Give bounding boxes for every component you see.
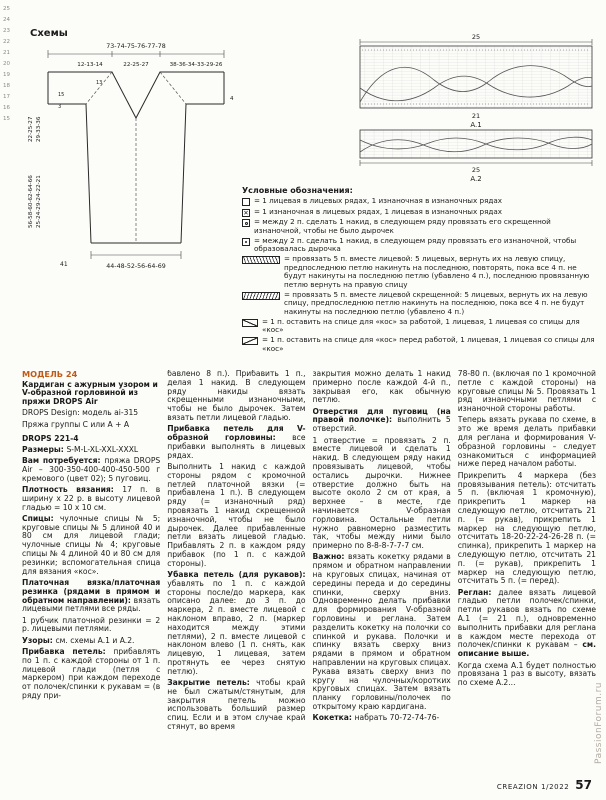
legend-item [242, 255, 598, 289]
emphasis-text: см. описание выше. [457, 640, 596, 659]
chart-a2 [360, 130, 592, 182]
paragraph: Пряжа группы C или A + A [22, 419, 130, 429]
circle-square-icon [242, 219, 250, 227]
chart-a1-name: A.1 [470, 121, 482, 129]
measure-seg-left: 12-13-14 [77, 62, 103, 68]
ruler-number: 21 [3, 50, 10, 56]
run-in-heading: Отверстия для пуговиц (на правой полочке): [312, 406, 451, 425]
run-in-heading: Прибавка петель для V-образной горловины: [167, 424, 306, 443]
run-in-heading: Убавка петель (для рукавов): [167, 570, 306, 580]
measure-seg-mid: 22-25-27 [123, 62, 149, 68]
paragraph: Выполнить 1 накид с каждой стороны рядом с кромочной петлей платочной вязки (= прибавлена 1 п.). В следующем ряду (= изнаночный ряд) провязать 1 накид скрещенной изнаночной, чтобы не было дырочек. Далее прибавленные петли вязать лицевой гладью. Прибавлять 2 п. в каждом ряду прибавок (по 1 п. с каждой стороны). [167, 461, 306, 568]
ruler-number: 25 [3, 6, 10, 12]
paragraph: 1 отверстие = провязать 2 п. вместе лицевой и сделать 1 накид. В следующем ряду накид провязывать лицевой, чтобы остались дырочки. Нижнее отверстие должно быть на высоте около 2 см от края, а верхнее – в месте, где начинается V-образная горловина. Остальные петли нужно равномерно разместить так, чтобы между ними было примерно по 8-8-8-7-7-7 см. [312, 435, 451, 551]
run-in-heading: Спицы: [22, 513, 60, 523]
dot-square-icon [242, 238, 250, 246]
paragraph: Теперь вязать рукава по схеме, в это же время делать прибавки для реглана и формирования V-образной горловины – следует ознакомиться с информацией ниже перед началом работы. [457, 415, 596, 469]
garment-outline [48, 72, 224, 243]
article-column [167, 370, 305, 778]
measure-side-length-1: 56-58-60-62-64-66 [28, 175, 34, 228]
knitting-charts [346, 30, 596, 182]
paragraph: закрытия можно делать 1 накид примерно после каждой 4-й п., закрывая его, как обычную петлю. [312, 370, 451, 405]
paragraph: 1 рубчик платочной резинки = 2 р. лицевыми петлями. [22, 615, 161, 634]
run-in-heading: Плотность вязания: [22, 484, 123, 494]
empty-square-icon [242, 198, 250, 206]
measure-bottom-left: 41 [60, 261, 68, 268]
paragraph: Убавка петель (для рукавов): убавлять по 1 п. с каждой стороны после/до маркера, как описано далее: до 3 п. до маркера, 2 п. вместе лицевой с наклоном вправо, 2 п. (маркер находится между этими петлями), 2 п. вместе лицевой с наклоном влево (1 п. снять, как лицевую, 1 лицевая, затем протянуть ее через снятую петлю). [167, 570, 306, 676]
paragraph: Важно: вязать кокетку рядами в прямом и обратном направлении на круговых спицах, начиная от середины переда и до середины спинки, сверху вниз. Одновременно делать прибавки для формирования V-образной горловины и реглана. Затем разделить кокетку на полочки со спинкой и рукава. Полочки и спинку вязать сверху вниз рядами в прямом и обратном направлении на круговых спицах. Рукава вязать сверху вниз по кругу на чулочных/коротких круговых спицах. Затем вязать планку горловины/полочек по открытому краю кардигана. [312, 552, 451, 711]
symbol-legend [242, 186, 598, 355]
chart-a1 [360, 33, 592, 129]
legend-item [242, 208, 598, 217]
paragraph: Кокетка: набрать 70-72-74-76- [312, 713, 440, 723]
measure-right-small: 4 [230, 96, 234, 102]
legend-items [242, 197, 598, 353]
legend-item [242, 291, 598, 316]
article-column [22, 370, 160, 778]
chart-a2-name: A.2 [470, 175, 482, 182]
ruler-number: 20 [3, 61, 10, 67]
legend-item-text: = 1 лицевая в лицевых рядах, 1 изнаночная в изнаночных рядах [254, 196, 503, 206]
legend-item [242, 197, 598, 206]
run-in-heading: Закрытие петель: [167, 678, 257, 688]
measure-left-upper-2: 29-33-36 [36, 116, 42, 142]
run-in-heading: Кокетка: [312, 713, 355, 723]
chart-a1-grid [360, 46, 592, 108]
paragraph: Прибавка петель для V-образной горловины: все прибавки выполнять в лицевых рядах. [167, 424, 306, 460]
ruler-number: 24 [3, 17, 10, 23]
measure-seg-right: 38-36-34-33-29-26 [169, 62, 223, 68]
legend-item [242, 237, 598, 254]
article-column [458, 370, 596, 778]
legend-item-text: = провязать 5 п. вместе лицевой: 5 лицевых, вернуть их на левую спицу, предпоследнюю петлю накинуть на последнюю, повторять, пока все 4 п. не будут накинуты на последнюю петлю (убавлено 4 п.), последнюю провязанную петлю вернуть на правую спицу [284, 254, 590, 289]
run-in-heading: Важно: [312, 552, 348, 562]
paragraph: Отверстия для пуговиц (на правой полочке): выполнить 5 отверстий. [312, 406, 451, 434]
chart-a2-grid [360, 130, 592, 158]
ruler-number: 17 [3, 94, 10, 100]
model-heading: МОДЕЛЬ 24 [22, 370, 78, 379]
paragraph: Закрытие петель: чтобы край не был сжатым/стянутым, для закрытия петель можно использовать больший размер спиц. Если и в этом случае край стянут, во время [167, 678, 306, 732]
edge-ruler [3, 6, 10, 122]
ruler-number: 18 [3, 83, 10, 89]
paragraph: Платочная вязка/платочная резинка (рядами в прямом и обратном направлении): вязать лицевыми петлями все ряды. [22, 577, 161, 614]
measure-left-upper-1: 22-25-27 [28, 116, 34, 142]
measure-neck-depth: 15 [58, 92, 65, 98]
ruler-number: 23 [3, 28, 10, 34]
legend-item-text: = между 2 п. сделать 1 накид, в следующем ряду провязать его скрещенной изнаночной, чтобы не было дырочек [254, 217, 551, 235]
paragraph: Плотность вязания: 17 п. в ширину x 22 р. в высоту лицевой гладью = 10 x 10 см. [22, 484, 161, 512]
chart-a1-height-label: 21 [471, 112, 481, 120]
run-in-heading: Реглан: [457, 587, 499, 597]
decrease-5-crossed-icon [242, 292, 280, 300]
measure-seg-small: 13 [96, 80, 103, 86]
legend-item-text: = 1 п. оставить на спице для «кос» за работой, 1 лицевая, 1 лицевая со спицы для «кос» [262, 316, 580, 335]
chart-a2-width-label: 25 [471, 166, 481, 174]
legend-item-text: = 1 изнаночная в лицевых рядах, 1 лицевая в изнаночных рядах [254, 206, 503, 216]
page-number: 57 [575, 778, 592, 792]
paragraph: Прибавка петель: прибавлять по 1 п. с каждой стороны от 1 п. лицевой глади (петля с маркером) при каждом переходе от полочек/спинки к рукавам = (в ряду при- [22, 647, 161, 701]
chart-a1-width-label: 25 [471, 33, 481, 41]
paragraph: DROPS 221-4 [22, 433, 79, 443]
run-in-heading: Узоры: [22, 635, 56, 645]
paragraph: Вам потребуется: пряжа DROPS Air – 300-350-400-400-450-500 г кремового (цвет 02); 5 пуговиц. [22, 456, 161, 483]
ruler-number: 16 [3, 105, 10, 111]
legend-item [242, 318, 598, 335]
paragraph: Размеры: S-M-L-XL-XXL-XXXL [22, 444, 139, 454]
decrease-5-icon [242, 256, 280, 264]
run-in-heading: Размеры: [22, 444, 67, 454]
legend-item [242, 218, 598, 235]
measure-total-width: 73-74-75-76-77-78 [106, 43, 166, 50]
paragraph: 78-80 п. (включая по 1 кромочной петле с каждой стороны) на круговые спицы № 5. Провязать 1 ряд изнаночными петлями с изнаночной стороны работы. [457, 370, 596, 414]
legend-item-text: = 1 п. оставить на спице для «кос» перед работой, 1 лицевая, 1 лицевая со спицы для «кос» [262, 335, 595, 353]
ruler-number: 15 [3, 116, 10, 122]
paragraph: Когда схема A.1 будет полностью провязана 1 раз в высоту, вязать по схеме A.2... [457, 660, 596, 688]
measure-bottom-width: 44-48-52-56-64-69 [106, 263, 166, 270]
cable-front-icon [242, 337, 258, 345]
x-square-icon [242, 209, 250, 217]
legend-item [242, 336, 598, 353]
legend-title: Условные обозначения: [242, 186, 353, 195]
article-column [313, 370, 451, 778]
raglan-lines [86, 72, 186, 243]
measure-neck-small: 3 [58, 104, 62, 110]
pattern-article [22, 370, 596, 778]
paragraph: Спицы: чулочные спицы № 5; круговые спицы № 5 длиной 40 и 80 см для лицевой глади; чулочные спицы № 4; круговые спицы № 4 длиной 40 и 80 см для резинки; вспомогательная спица для вязания «кос». [22, 513, 161, 576]
page-footer [497, 778, 592, 792]
watermark: PassionForum.ru [594, 682, 604, 764]
run-in-heading: Прибавка петель: [22, 647, 114, 657]
ruler-number: 19 [3, 72, 10, 78]
paragraph: Узоры: см. схемы A.1 и A.2. [22, 635, 135, 645]
legend-item-text: = между 2 п. сделать 1 накид, в следующем ряду провязать его изнаночной, чтобы образовалась дырочка [254, 235, 577, 254]
run-in-heading: Вам потребуется: [22, 456, 105, 466]
magazine-title: CREAZION 1/2022 [496, 783, 570, 791]
ruler-number: 22 [3, 39, 10, 45]
run-in-heading: Платочная вязка/платочная резинка (рядами в прямом и обратном направлении): [22, 577, 161, 605]
paragraph: Прикрепить 4 маркера (без провязывания петель): отсчитать 5 п. (включая 1 кромочную), прикрепить 1 маркер на следующую петлю, отсчитать 21 п. (= рукав), прикрепить 1 маркер на следующую петлю, отсчитать 18-20-22-24-26-28 п. (= спинка), прикрепить 1 маркер на следующую петлю, отсчитать 21 п. (= рукав), прикрепить 1 маркер на следующую петлю, отсчитать 5 п. (= перед). [457, 470, 596, 586]
schemes-heading: Схемы [30, 28, 68, 39]
legend-item-text: = провязать 5 п. вместе лицевой скрещенной: 5 лицевых, вернуть их на левую спицу, предпоследнюю петлю накинуть на последнюю, пока все 4 п. не будут накинуты на последнюю петлю (убавлено 4 п.) [284, 289, 588, 316]
paragraph: бавлено 8 п.). Прибавить 1 п., делая 1 накид. В следующем ряду накиды вязать скрещенными изнаночными, чтобы не было дырочек. Затем вязать петли лицевой гладью. [167, 370, 306, 422]
measure-side-length-2: 25-24-29-24-22-21 [36, 175, 42, 228]
paragraph: DROPS Design: модель ai-315 [22, 408, 139, 418]
pattern-title: Кардиган с ажурным узором и V-образной горловиной из пряжи DROPS Air [22, 379, 158, 407]
cardigan-schematic [24, 38, 244, 278]
paragraph: Реглан: далее вязать лицевой гладью петли полочек/спинки, петли рукавов вязать по схеме A.1 (= 21 п.), одновременно выполнить прибавки для реглана в каждом месте перехода от полочек/спинки к рукавам – см. описание выше. [457, 587, 596, 659]
cable-back-icon [242, 319, 258, 327]
